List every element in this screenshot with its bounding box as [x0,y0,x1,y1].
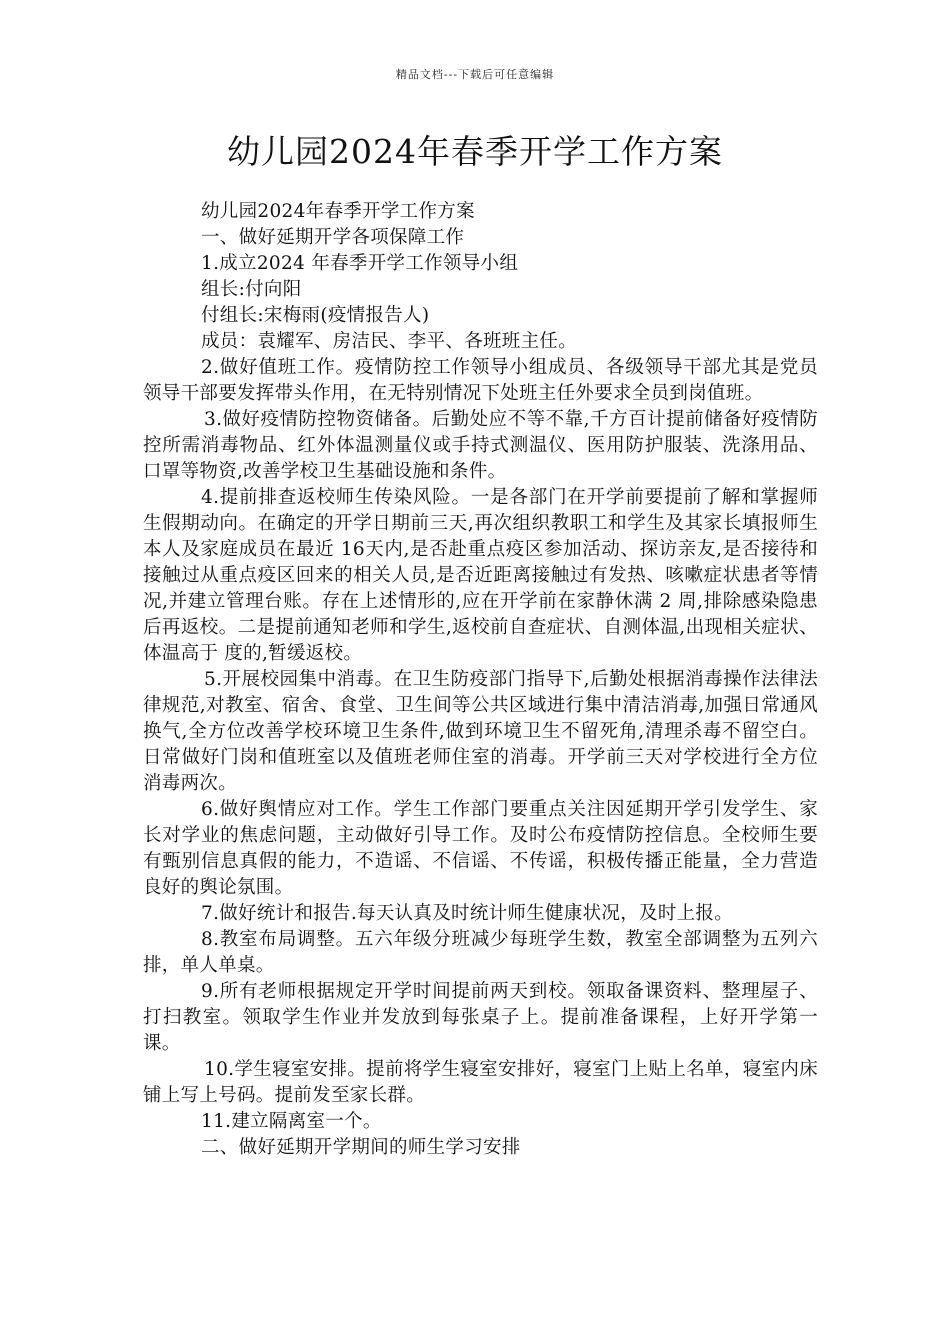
item-9-teachers: 9.所有老师根据规定开学时间提前两天到校。领取备课资料、整理屋子、打扫教室。领取学生作业并发放到每张桌子上。提前准备课程，上好开学第一课。 [143,981,818,1054]
document-title: 幼儿园2024年春季开学工作方案 [227,132,723,171]
item-10-dormitory: 10.学生寝室安排。提前将学生寝室安排好，寝室门上贴上名单，寝室内床铺上写上号码。提前发至家长群。 [143,1059,818,1106]
members-line: 成员：袁耀军、房洁民、李平、各班班主任。 [201,331,578,352]
item-5-disinfection: 5.开展校园集中消毒。在卫生防疫部门指导下,后勤处根据消毒操作法律法律规范,对教室、宿舍、食堂、卫生间等公共区域进行集中清洁消毒,加强日常通风换气,全方位改善学校环境卫生条件,做到环境卫生不留死角,清理杀毒不留空白。日常做好门岗和值班室以及值班老师住室的消毒。开学前三天对学校进行全方位消毒两次。 [143,669,818,794]
header-note: 精品文档---下载后可任意编辑 [395,68,555,81]
section-heading-2: 二、做好延期开学期间的师生学习安排 [201,1137,521,1158]
subtitle-line: 幼儿园2024年春季开学工作方案 [201,201,475,222]
section-heading-1: 一、做好延期开学各项保障工作 [201,227,465,248]
deputy-leader-line: 付组长:宋梅雨(疫情报告人) [201,305,430,326]
item-2-duty: 2.做好值班工作。疫情防控工作领导小组成员、各级领导干部尤其是党员领导干部要发挥带头作用，在无特别情况下处班主任外要求全员到岗值班。 [143,357,818,404]
item-3-supplies: 3.做好疫情防控物资储备。后勤处应不等不靠,千方百计提前储备好疫情防控所需消毒物品、红外体温测量仪或手持式测温仪、医用防护服装、洗涤用品、口罩等物资,改善学校卫生基础设施和条件。 [143,409,818,482]
item-1-leadership-group: 1.成立2024 年春季开学工作领导小组 [201,253,519,274]
item-6-public-opinion: 6.做好舆情应对工作。学生工作部门要重点关注因延期开学引发学生、家长对学业的焦虑问题，主动做好引导工作。及时公布疫情防控信息。全校师生要有甄别信息真假的能力，不造谣、不信谣、不传谣，积极传播正能量，全力营造良好的舆论氛围。 [143,799,818,898]
document-body [143,199,818,1161]
item-7-reporting: 7.做好统计和报告.每天认真及时统计师生健康状况，及时上报。 [201,903,734,924]
group-leader-line: 组长:付向阳 [201,279,302,300]
item-11-isolation-room: 11.建立隔离室一个。 [201,1111,382,1132]
item-4-screening: 4.提前排查返校师生传染风险。一是各部门在开学前要提前了解和掌握师生假期动向。在确定的开学日期前三天,再次组织教职工和学生及其家长填报师生本人及家庭成员在最近 16天内,是否赴重点疫区参加活动、探访亲友,是否接待和接触过从重点疫区回来的相关人员,是否近距离接触过有发热、咳嗽症状患者等情况,并建立管理台账。存在上述情形的,应在开学前在家静休满 2 周,排除感染隐患后再返校。二是提前通知老师和学生,返校前自查症状、自测体温,出现相关症状、体温高于 度的,暂缓返校。 [143,487,818,664]
item-8-classroom-layout: 8.教室布局调整。五六年级分班减少每班学生数，教室全部调整为五列六排，单人单桌。 [143,929,818,976]
